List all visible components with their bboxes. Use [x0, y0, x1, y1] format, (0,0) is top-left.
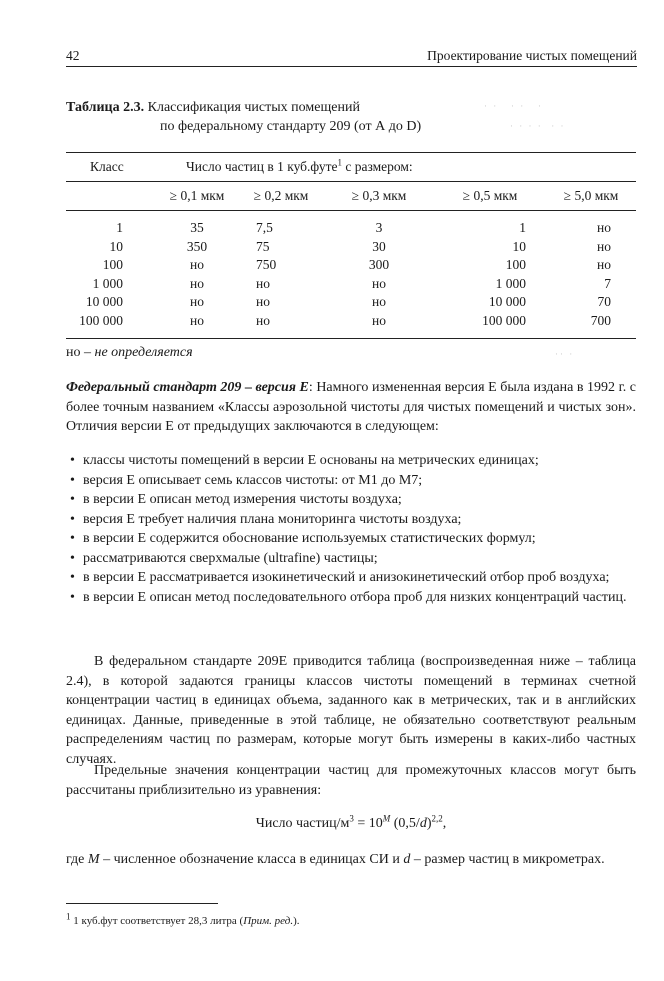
- footnote-rule: [66, 903, 218, 904]
- concentration-formula: Число частиц/$м^3 = 10^M$ $(0,5/d)^{2,2}$,: [255, 813, 447, 831]
- list-item: • в версии Е описан метод измерения чистоты воздуха;: [66, 490, 636, 510]
- paragraph-formula-legend: где M – численное обозначение класса в единицах СИ и d – размер частиц в микрометрах.: [66, 852, 605, 867]
- page-header: [66, 48, 637, 67]
- page-number: 42: [66, 48, 80, 63]
- paragraph-table-2-4: В федеральном стандарте 209Е приводится таблица (воспроизведенная ниже – таблица 2.4), в которой задаются границы классов чистоты помещений в терминах счетной концентрации частиц в единицах объема, заданного как в метрических, так и в английских единицах. Данные, приведенные в этой таблице, не обязательно соответствуют реальным распределениям частиц по размерам, которые могут быть измерены в каких-либо частных случаях.: [66, 654, 636, 767]
- bleed-through-mark: · · · · · ·: [510, 121, 566, 131]
- version-e-differences-list: [66, 451, 636, 607]
- list-item: • рассматриваются сверхмалые (ultrafine) частицы;: [66, 549, 636, 569]
- bleed-through-mark: · · · · ·: [484, 101, 543, 111]
- table-row: 1 35 7,5 3 1 но: [116, 220, 611, 236]
- list-item: • в версии Е описан метод последовательного отбора проб для низких концентраций частиц.: [66, 588, 636, 608]
- size-header-5-0: ≥ 5,0 мкм: [546, 182, 636, 211]
- table-caption: [66, 98, 421, 136]
- particle-count-header: Число частиц в 1 куб.футе$^1$ с размером:: [156, 153, 636, 182]
- paragraph-limits: Предельные значения концентрации частиц для промежуточных классов могут быть рассчитаны приблизительно из уравнения:: [66, 763, 636, 798]
- class-column-header: Класс: [66, 153, 156, 182]
- caption-line-2: по федеральному стандарту 209 (от А до D): [160, 119, 422, 134]
- table-row: 1 000 но но но 1 000 7: [92, 275, 611, 291]
- footnote: $^1$ 1 куб.фут соответствует 28,3 литра (Прим. ред.).: [66, 911, 300, 927]
- bleed-through-mark: ·· ·: [555, 349, 575, 359]
- list-item: • в версии Е рассматривается изокинетический и анизокинетический отбор проб воздуха;: [66, 568, 636, 588]
- table-label: Таблица 2.3.: [66, 100, 145, 115]
- list-item: • версия Е требует наличия плана мониторинга чистоты воздуха;: [66, 510, 636, 530]
- list-item: • классы чистоты помещений в версии Е основаны на метрических единицах;: [66, 451, 636, 471]
- list-item: • версия Е описывает семь классов чистоты: от М1 до М7;: [66, 471, 636, 491]
- paragraph-version-e: Федеральный стандарт 209 – версия Е: Намного измененная версия Е была издана в 1992 г. с более точным названием «Классы аэрозольной чистоты для чистых помещений и чистых зон». Отличия версии Е от предыдущих заключаются в следующем:: [66, 380, 637, 434]
- running-title: Проектирование чистых помещений: [427, 48, 637, 63]
- table-row: 10 000 но но но 10 000 70: [85, 294, 611, 310]
- size-header-0-1: ≥ 0,1 мкм: [156, 182, 238, 211]
- table-row: 100 000 но но но 100 000 700: [66, 312, 636, 339]
- table-row: 10 350 75 30 10 но: [109, 238, 611, 254]
- list-item: • в версии Е содержится обоснование используемых статистических формул;: [66, 529, 636, 549]
- table-note: но – не определяется: [66, 345, 193, 360]
- classification-table: [66, 152, 636, 339]
- size-header-0-5: ≥ 0,5 мкм: [434, 182, 546, 211]
- table-row: 100 но 750 300 100 но: [102, 257, 611, 273]
- size-header-0-3: ≥ 0,3 мкм: [324, 182, 434, 211]
- size-header-0-2: ≥ 0,2 мкм: [238, 182, 324, 211]
- caption-line-1: Классификация чистых помещений: [147, 100, 360, 115]
